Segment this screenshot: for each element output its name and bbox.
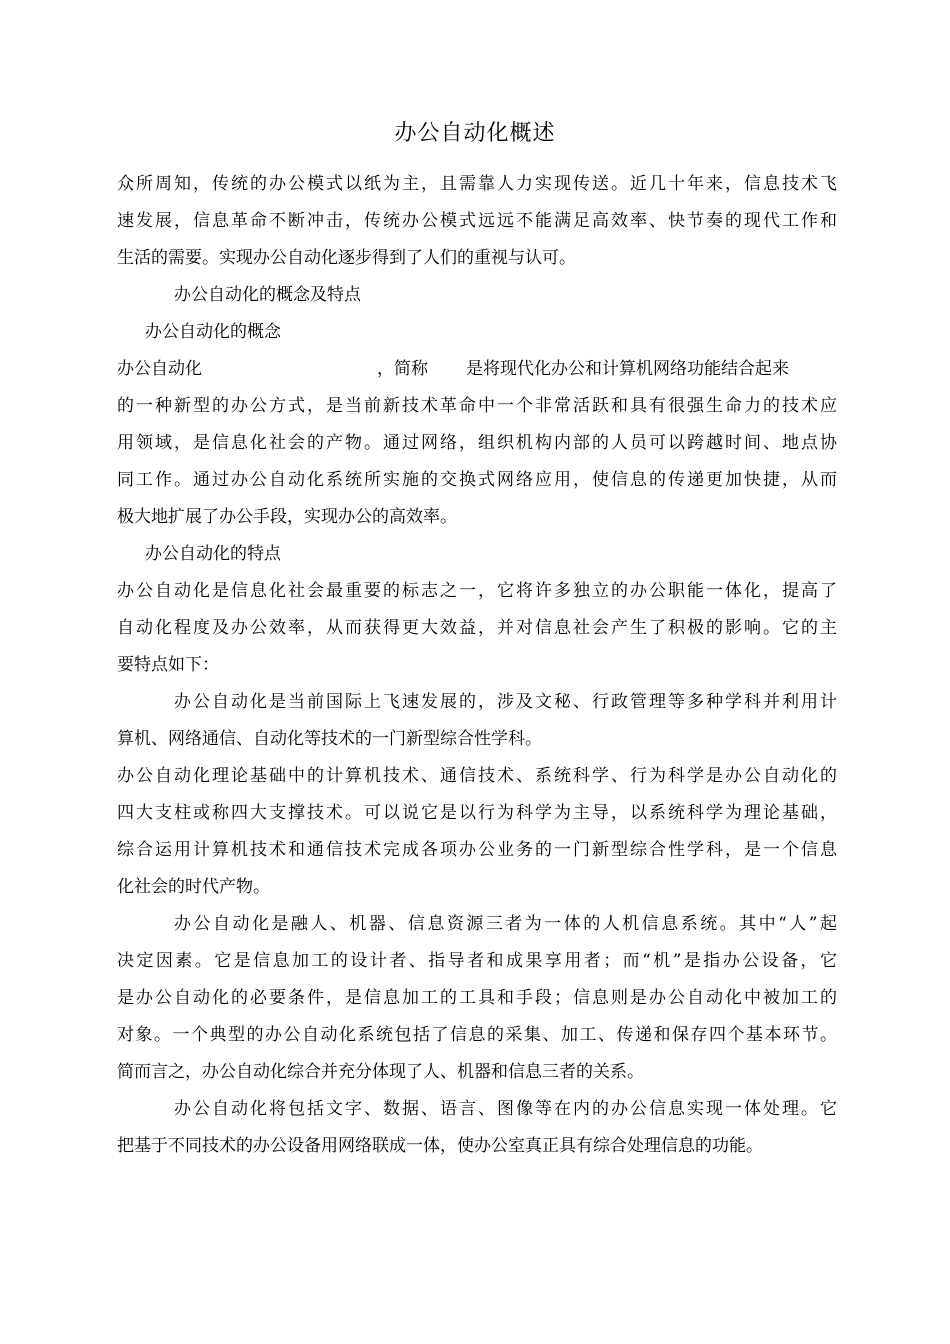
definition-line-1 (117, 351, 837, 388)
point3-line-3: 是办公自动化的必要条件，是信息加工的工具和手段；信息则是办公自动化中被加工的 (117, 988, 837, 1008)
section-heading-block (117, 277, 837, 351)
definition-line-2: 的一种新型的办公方式，是当前新技术革命中一个非常活跃和具有很强生命力的技术应 (117, 396, 837, 416)
point4-line-1: 办公自动化将包括文字、数据、语言、图像等在内的办公信息实现一体处理。它 (174, 1099, 837, 1119)
subsection-heading-features: 办公自动化的特点 (145, 544, 281, 564)
point2-line-2: 四大支柱或称四大支撑技术。可以说它是以行为科学为主导，以系统科学为理论基础， (117, 803, 837, 823)
intro-line-1: 众所周知，传统的办公模式以纸为主，且需靠人力实现传送。近几十年来，信息技术飞 (117, 174, 837, 194)
definition-line-3: 用领域，是信息化社会的产物。通过网络，组织机构内部的人员可以跨越时间、地点协 (117, 433, 837, 453)
intro-line-3: 生活的需要。实现办公自动化逐步得到了人们的重视与认可。 (117, 248, 576, 268)
features-line-3: 要特点如下： (117, 655, 219, 675)
point1-line-2: 算机、网络通信、自动化等技术的一门新型综合性学科。 (117, 729, 542, 749)
definition-term: 办公自动化 (117, 359, 202, 379)
features-line-2: 自动化程度及办公效率，从而获得更大效益，并对信息社会产生了积极的影响。它的主 (117, 618, 837, 638)
point3-line-5: 简而言之，办公自动化综合并充分体现了人、机器和信息三者的关系。 (117, 1062, 644, 1082)
point1-line-1: 办公自动化是当前国际上飞速发展的，涉及文秘、行政管理等多种学科并利用计 (174, 692, 837, 712)
point3-line-4: 对象。一个典型的办公自动化系统包括了信息的采集、加工、传递和保存四个基本环节。 (117, 1025, 837, 1045)
section-heading: 办公自动化的概念及特点 (174, 285, 361, 305)
point3-line-2: 决定因素。它是信息加工的设计者、指导者和成果享用者；而“机”是指办公设备，它 (117, 951, 837, 971)
definition-abbrev-label: ，简称 (377, 359, 428, 379)
point2-line-1: 办公自动化理论基础中的计算机技术、通信技术、系统科学、行为科学是办公自动化的 (117, 766, 837, 786)
intro-line-2: 速发展，信息革命不断冲击，传统办公模式远远不能满足高效率、快节奏的现代工作和 (117, 211, 837, 231)
definition-paragraph (117, 351, 837, 536)
point4-line-2: 把基于不同技术的办公设备用网络联成一体，使办公室真正具有综合处理信息的功能。 (117, 1136, 763, 1156)
point2-line-3: 综合运用计算机技术和通信技术完成各项办公业务的一门新型综合性学科，是一个信息 (117, 840, 837, 860)
feature-point-3 (117, 906, 837, 1091)
feature-point-1 (117, 684, 837, 758)
point3-line-1: 办公自动化是融人、机器、信息资源三者为一体的人机信息系统。其中“人”起 (174, 914, 837, 934)
features-line-1: 办公自动化是信息化社会最重要的标志之一，它将许多独立的办公职能一体化，提高了 (117, 581, 837, 601)
page-title: 办公自动化概述 (394, 121, 556, 146)
features-heading-block (117, 536, 837, 573)
definition-text: 是将现代化办公和计算机网络功能结合起来 (466, 359, 789, 379)
intro-paragraph (117, 166, 837, 277)
definition-line-4: 同工作。通过办公自动化系统所实施的交换式网络应用，使信息的传递更加快捷，从而 (117, 470, 837, 490)
features-intro-paragraph (117, 573, 837, 684)
point2-line-4: 化社会的时代产物。 (117, 877, 270, 897)
feature-point-2 (117, 758, 837, 906)
feature-point-4 (117, 1091, 837, 1165)
definition-line-5: 极大地扩展了办公手段，实现办公的高效率。 (117, 507, 457, 527)
subsection-heading-concept: 办公自动化的概念 (145, 322, 281, 342)
